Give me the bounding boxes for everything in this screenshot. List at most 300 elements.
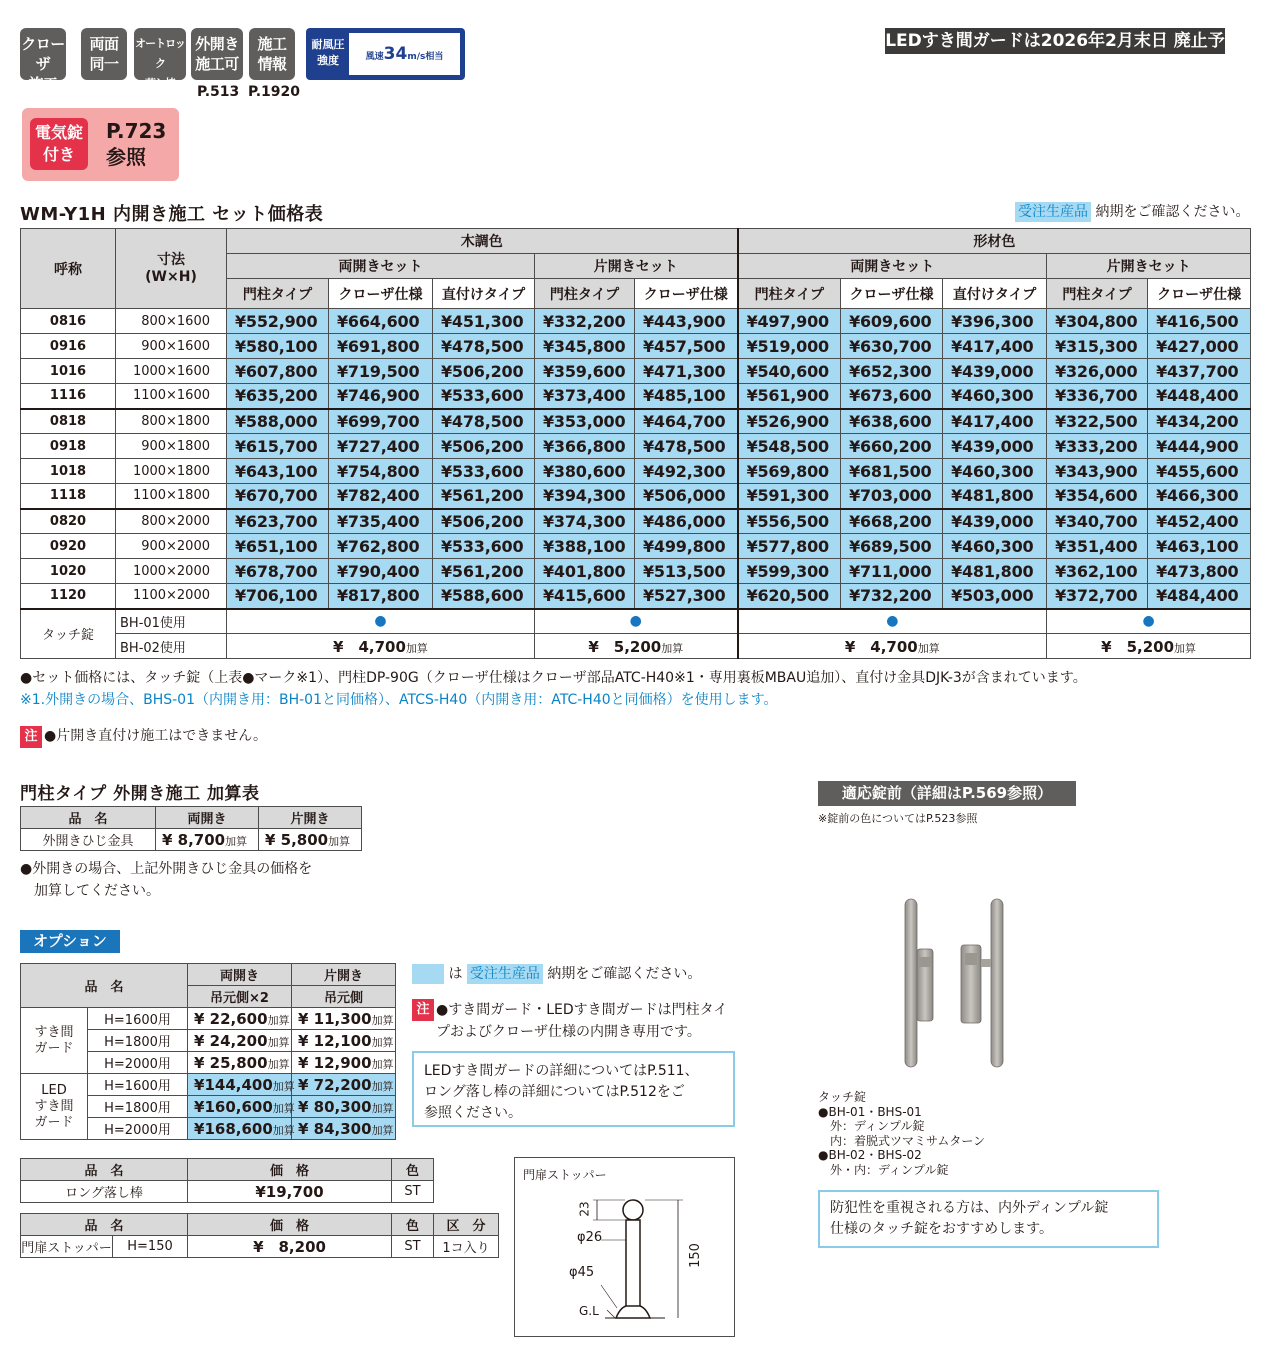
outward-table [20,806,362,851]
set-price-table [20,228,1251,659]
price-cell: ¥817,800 [329,584,433,609]
price-cell: ¥651,100 [227,534,329,559]
wind-suffix: m/s相当 [407,52,444,62]
option-price-value: ¥ 80,300 [298,1097,372,1116]
price-cell: ¥351,400 [1047,534,1148,559]
table-row [21,484,1251,509]
price-cell: ¥790,400 [329,559,433,584]
dim-gl: G.L [579,1304,599,1318]
price-cell: ¥471,300 [635,359,738,384]
price-cell: ¥689,500 [841,534,943,559]
price-cell: ¥638,600 [841,409,943,434]
price-cell: ¥561,200 [433,559,535,584]
row-code: 0818 [21,409,116,434]
option-price [188,1030,292,1052]
price-cell: ¥457,500 [635,334,738,359]
type-header: クローザ仕様 [841,279,943,309]
price-cell: ¥664,600 [329,309,433,334]
badge-autolock: オートロック 落し棒 [134,28,186,80]
price-cell: ¥466,300 [1148,484,1251,509]
add-suffix: 加算 [272,1079,295,1093]
price-cell: ¥533,600 [433,384,535,409]
stopper-color: ST [392,1236,434,1258]
add-suffix: 加算 [405,641,428,655]
price-cell: ¥609,600 [841,309,943,334]
stopper-unit-header: 区 分 [434,1214,499,1236]
price-cell: ¥643,100 [227,459,329,484]
row-code: 0920 [21,534,116,559]
row-size: 900×1600 [116,334,227,359]
touch-lock-row [21,609,1251,634]
price-cell: ¥681,500 [841,459,943,484]
wind-resistance-badge [306,28,465,80]
add-suffix: 加算 [1174,641,1197,655]
price-cell: ¥732,200 [841,584,943,609]
type-header: クローザ仕様 [635,279,738,309]
price-cell: ¥506,200 [433,434,535,459]
stopper-height: H=150 [113,1236,188,1258]
price-cell: ¥762,800 [329,534,433,559]
row-code: 0820 [21,509,116,534]
lock-description: タッチ錠 ●BH-01・BHS-01 外：ディンプル錠 内：着脱式ツマミサムターン ●BH-02・BHS-02 外・内：ディンプル錠 [818,1090,986,1177]
included-dot: ● [1142,613,1155,630]
type-header: 門柱タイプ [227,279,329,309]
price-cell: ¥754,800 [329,459,433,484]
price-cell: ¥499,800 [635,534,738,559]
electric-lock-ref[interactable]: P.723 参照 [106,119,167,169]
wind-label: 耐風圧 強度 [311,38,345,67]
price-cell: ¥451,300 [433,309,535,334]
table-row [21,384,1251,409]
price-cell: ¥485,100 [635,384,738,409]
touch-lock-add-value: ¥ 4,700 [333,637,406,656]
add-suffix: 加算 [371,1101,394,1115]
table-row [21,359,1251,384]
price-cell: ¥362,100 [1047,559,1148,584]
option-row [21,1074,396,1096]
price-cell: ¥478,500 [433,409,535,434]
price-cell: ¥635,200 [227,384,329,409]
add-suffix: 加算 [272,1123,295,1137]
price-cell: ¥506,000 [635,484,738,509]
subgroup-header: 片開きセット [1047,254,1251,279]
price-cell: ¥703,000 [841,484,943,509]
wind-prefix: 風速 [365,52,384,62]
outward-title: 門柱タイプ 外開き施工 加算表 [20,784,260,804]
subgroup-header: 片開きセット [535,254,738,279]
price-cell: ¥519,000 [738,334,841,359]
row-size: 900×2000 [116,534,227,559]
subgroup-header: 両開きセット [227,254,535,279]
included-dot: ● [374,613,387,630]
table-row [21,334,1251,359]
price-cell: ¥439,000 [943,509,1047,534]
price-cell: ¥473,800 [1148,559,1251,584]
price-cell: ¥540,600 [738,359,841,384]
badge-outward: 外開き 施工可 [191,28,243,80]
price-cell: ¥615,700 [227,434,329,459]
option-height: H=1800用 [88,1096,188,1118]
option-price [292,1096,396,1118]
touch-lock-add-value: ¥ 4,700 [844,637,918,656]
stopper-unit: 1コ入り [434,1236,499,1258]
included-dot: ● [886,613,899,630]
price-cell: ¥416,500 [1148,309,1251,334]
price-cell: ¥673,600 [841,384,943,409]
price-cell: ¥463,100 [1148,534,1251,559]
row-size: 1000×2000 [116,559,227,584]
touch-lock-dot-cell [1047,609,1251,634]
price-cell: ¥727,400 [329,434,433,459]
price-cell: ¥503,000 [943,584,1047,609]
row-code: 1016 [21,359,116,384]
option-name-header: 品 名 [21,964,188,1008]
stopper-name: 門扉ストッパー [21,1236,113,1258]
price-cell: ¥526,900 [738,409,841,434]
option-group-label: LED すき間 ガード [21,1074,88,1140]
price-cell: ¥415,600 [535,584,635,609]
option-caution-text: ●すき間ガード・LEDすき間ガードは門柱タイ プおよびクローザ仕様の内開き専用です。 [436,1002,728,1040]
option-price-value: ¥ 12,100 [298,1031,372,1050]
row-code: 1020 [21,559,116,584]
dim-26: φ26 [577,1230,603,1245]
option-single-header: 片開き [292,964,396,986]
row-size: 1000×1800 [116,459,227,484]
price-cell: ¥711,000 [841,559,943,584]
outward-single-header: 片開き [259,807,362,829]
option-height: H=1600用 [88,1074,188,1096]
price-cell: ¥359,600 [535,359,635,384]
touch-lock-dot-cell [738,609,1047,634]
price-cell: ¥552,900 [227,309,329,334]
price-cell: ¥580,100 [227,334,329,359]
add-suffix: 加算 [371,1013,394,1027]
bh01-label: BH-01使用 [116,609,227,634]
option-price [292,1052,396,1074]
option-price [292,1030,396,1052]
add-suffix: 加算 [371,1057,394,1071]
lock-color-note: ※錠前の色についてはP.523参照 [818,812,978,825]
price-cell: ¥444,900 [1148,434,1251,459]
type-header: 直付けタイプ [943,279,1047,309]
row-code: 1018 [21,459,116,484]
price-cell: ¥746,900 [329,384,433,409]
option-detail-box: LEDすき間ガードの詳細についてはP.511、 ロング落し棒の詳細についてはP.512をご 参照ください。 [412,1051,735,1127]
option-height: H=1600用 [88,1008,188,1030]
option-price-value: ¥ 11,300 [298,1009,372,1028]
price-cell: ¥380,600 [535,459,635,484]
order-note-text: 納期をご確認ください。 [1095,204,1250,220]
lock-recommend-box: 防犯性を重視される方は、内外ディンプル錠 仕様のタッチ錠をおすすめします。 [818,1190,1159,1248]
price-cell: ¥452,400 [1148,509,1251,534]
price-cell: ¥353,000 [535,409,635,434]
col-name-header: 呼称 [21,229,116,309]
type-header: クローザ仕様 [1148,279,1251,309]
subgroup-header: 両開きセット [738,254,1047,279]
row-code: 1118 [21,484,116,509]
main-table-title: WM-Y1H 内開き施工 セット価格表 [20,204,324,225]
price-cell: ¥332,200 [535,309,635,334]
price-cell: ¥591,300 [738,484,841,509]
long-bolt-table [20,1158,434,1203]
outward-double-header: 両開き [156,807,259,829]
table-row [21,434,1251,459]
price-cell: ¥388,100 [535,534,635,559]
outward-item: 外開きひじ金具 [21,829,156,851]
price-cell: ¥719,500 [329,359,433,384]
table-row [21,459,1251,484]
option-price-value: ¥160,600 [194,1097,273,1116]
price-cell: ¥304,800 [1047,309,1148,334]
price-cell: ¥343,900 [1047,459,1148,484]
option-table [20,963,396,1140]
badge-closer: クローザ 施工 [20,28,66,80]
price-cell: ¥513,500 [635,559,738,584]
price-cell: ¥481,800 [943,559,1047,584]
outward-single-price [259,829,362,851]
long-bolt-price: ¥19,700 [188,1181,392,1203]
stopper-figure [514,1157,735,1337]
touch-lock-add-cell [1047,634,1251,659]
stopper-price-header: 価 格 [188,1214,392,1236]
stopper-table [20,1213,499,1258]
dim-150: 150 [687,1243,703,1268]
option-price [292,1008,396,1030]
row-size: 1100×1600 [116,384,227,409]
outward-double-value: ¥ 8,700 [162,830,226,849]
price-cell: ¥372,700 [1047,584,1148,609]
caution-text: ●片開き直付け施工はできません。 [44,728,268,744]
price-cell: ¥427,000 [1148,334,1251,359]
add-suffix: 加算 [225,834,248,848]
price-cell: ¥533,600 [433,459,535,484]
outward-name-header: 品 名 [21,807,156,829]
option-caution-mark: 注 [412,999,434,1021]
row-size: 800×1800 [116,409,227,434]
price-cell: ¥561,200 [433,484,535,509]
footnote-set-includes: ●セット価格には、タッチ錠（上表●マーク※1）、門柱DP-90G（クローザ仕様はクローザ部品ATC-H40※1・専用裏板MBAU追加）、直付け金具DJK-3が含まれています。 [20,670,1087,686]
badge-ref-outward[interactable]: P.513 [197,84,240,100]
footnote-caution [20,725,267,748]
long-bolt-color: ST [392,1181,434,1203]
touch-lock-add-cell [535,634,738,659]
badge-ref-install[interactable]: P.1920 [248,84,300,100]
option-height: H=1800用 [88,1030,188,1052]
touch-lock-add-value: ¥ 5,200 [588,637,662,656]
add-suffix: 加算 [267,1035,290,1049]
option-price [188,1118,295,1140]
badge-double-side: 両面 同一 [81,28,127,80]
price-cell: ¥735,400 [329,509,433,534]
touch-lock-add-cell [738,634,1047,659]
price-cell: ¥366,800 [535,434,635,459]
touch-lock-add-cell [227,634,535,659]
row-code: 1116 [21,384,116,409]
col-size-header: 寸法 (W×H) [116,229,227,309]
price-cell: ¥506,200 [433,359,535,384]
row-size: 900×1800 [116,434,227,459]
option-price-value: ¥ 84,300 [298,1119,372,1138]
add-suffix: 加算 [272,1101,295,1115]
price-cell: ¥443,900 [635,309,738,334]
touch-lock-dot-cell [227,609,535,634]
price-cell: ¥577,800 [738,534,841,559]
touch-lock-image [895,895,1005,1075]
touch-lock-add-value: ¥ 5,200 [1101,637,1175,656]
price-cell: ¥668,200 [841,509,943,534]
add-suffix: 加算 [371,1079,394,1093]
row-size: 1000×1600 [116,359,227,384]
add-suffix: 加算 [371,1123,394,1137]
row-code: 0916 [21,334,116,359]
price-cell: ¥478,500 [635,434,738,459]
option-double-header: 両開き [188,964,292,986]
option-price-value: ¥ 25,800 [194,1053,268,1072]
table-row [21,409,1251,434]
long-bolt-name: ロング落し棒 [21,1181,188,1203]
add-suffix: 加算 [661,641,684,655]
price-cell: ¥607,800 [227,359,329,384]
price-cell: ¥401,800 [535,559,635,584]
add-suffix: 加算 [328,834,351,848]
touch-lock-label: タッチ錠 [21,609,116,659]
legend-swatch [412,964,444,984]
option-group-label: すき間 ガード [21,1008,88,1074]
price-cell: ¥326,000 [1047,359,1148,384]
price-cell: ¥623,700 [227,509,329,534]
badge-install-info: 施工 情報 [249,28,295,80]
price-cell: ¥315,300 [1047,334,1148,359]
price-cell: ¥481,800 [943,484,1047,509]
dim-23: 23 [577,1201,592,1217]
price-cell: ¥373,400 [535,384,635,409]
row-size: 800×2000 [116,509,227,534]
price-cell: ¥706,100 [227,584,329,609]
price-cell: ¥782,400 [329,484,433,509]
price-cell: ¥448,400 [1148,384,1251,409]
option-double-sub: 吊元側×2 [188,986,292,1008]
price-cell: ¥699,700 [329,409,433,434]
price-cell: ¥484,400 [1148,584,1251,609]
option-price-value: ¥144,400 [194,1075,273,1094]
stopper-name-header: 品 名 [21,1214,188,1236]
electric-lock-label: 電気錠 付き [30,118,88,170]
option-legend [412,963,701,985]
price-cell: ¥599,300 [738,559,841,584]
led-discontinue-notice: LEDすき間ガードは2026年2月末日 廃止予定 [885,28,1225,54]
price-cell: ¥630,700 [841,334,943,359]
price-cell: ¥434,200 [1148,409,1251,434]
row-size: 1100×1800 [116,484,227,509]
price-cell: ¥374,300 [535,509,635,534]
table-row [21,534,1251,559]
outward-single-value: ¥ 5,800 [265,830,329,849]
outward-double-price [156,829,259,851]
option-row [21,1008,396,1030]
price-cell: ¥333,200 [1047,434,1148,459]
price-cell: ¥569,800 [738,459,841,484]
row-size: 1100×2000 [116,584,227,609]
long-bolt-color-header: 色 [392,1159,434,1181]
price-cell: ¥322,500 [1047,409,1148,434]
option-price [188,1096,295,1118]
type-header: 直付けタイプ [433,279,535,309]
stopper-color-header: 色 [392,1214,434,1236]
price-cell: ¥394,300 [535,484,635,509]
price-cell: ¥548,500 [738,434,841,459]
lock-tag: 適応錠前（詳細はP.569参照） [818,781,1076,806]
price-cell: ¥506,200 [433,509,535,534]
stopper-price: ¥ 8,200 [188,1236,392,1258]
price-cell: ¥460,300 [943,459,1047,484]
price-cell: ¥437,700 [1148,359,1251,384]
outward-note: ●外開きの場合、上記外開きひじ金具の価格を 加算してください。 [20,861,313,899]
price-cell: ¥396,300 [943,309,1047,334]
option-single-sub: 吊元側 [292,986,396,1008]
price-cell: ¥556,500 [738,509,841,534]
price-cell: ¥464,700 [635,409,738,434]
price-cell: ¥652,300 [841,359,943,384]
stopper-figure-title: 門扉ストッパー [523,1168,607,1182]
option-price [188,1052,292,1074]
price-cell: ¥460,300 [943,534,1047,559]
table-row [21,584,1251,609]
price-cell: ¥588,000 [227,409,329,434]
included-dot: ● [629,613,642,630]
price-cell: ¥478,500 [433,334,535,359]
row-code: 1120 [21,584,116,609]
option-price-value: ¥ 22,600 [194,1009,268,1028]
type-header: 門柱タイプ [535,279,635,309]
footnote-outward-parts: ※1.外開きの場合、BHS-01（内開き用：BH-01と同価格）、ATCS-H40（内開き用：ATC-H40と同価格）を使用します。 [20,692,778,708]
price-cell: ¥486,000 [635,509,738,534]
price-cell: ¥533,600 [433,534,535,559]
option-height: H=2000用 [88,1052,188,1074]
order-made-tag: 受注生産品 [1015,202,1091,222]
price-cell: ¥670,700 [227,484,329,509]
price-cell: ¥588,600 [433,584,535,609]
add-suffix: 加算 [917,641,940,655]
option-caution [412,999,727,1043]
legend-is: は [448,966,463,982]
option-price-value: ¥ 12,900 [298,1053,372,1072]
row-code: 0918 [21,434,116,459]
price-cell: ¥620,500 [738,584,841,609]
option-price [188,1074,295,1096]
wind-value-box [349,33,460,75]
table-row [21,559,1251,584]
bh02-label: BH-02使用 [116,634,227,659]
option-price-value: ¥ 72,200 [298,1075,372,1094]
option-price [292,1074,396,1096]
dim-45: φ45 [569,1265,595,1280]
row-size: 800×1600 [116,309,227,334]
price-cell: ¥340,700 [1047,509,1148,534]
long-bolt-price-header: 価 格 [188,1159,392,1181]
price-cell: ¥492,300 [635,459,738,484]
option-price [188,1008,292,1030]
price-cell: ¥354,600 [1047,484,1148,509]
price-cell: ¥691,800 [329,334,433,359]
price-cell: ¥439,000 [943,359,1047,384]
option-tag: オプション [20,930,120,953]
long-bolt-name-header: 品 名 [21,1159,188,1181]
price-cell: ¥439,000 [943,434,1047,459]
electric-lock-badge [22,108,179,181]
legend-order-tag: 受注生産品 [467,964,543,984]
caution-mark: 注 [20,726,42,748]
add-suffix: 加算 [267,1013,290,1027]
